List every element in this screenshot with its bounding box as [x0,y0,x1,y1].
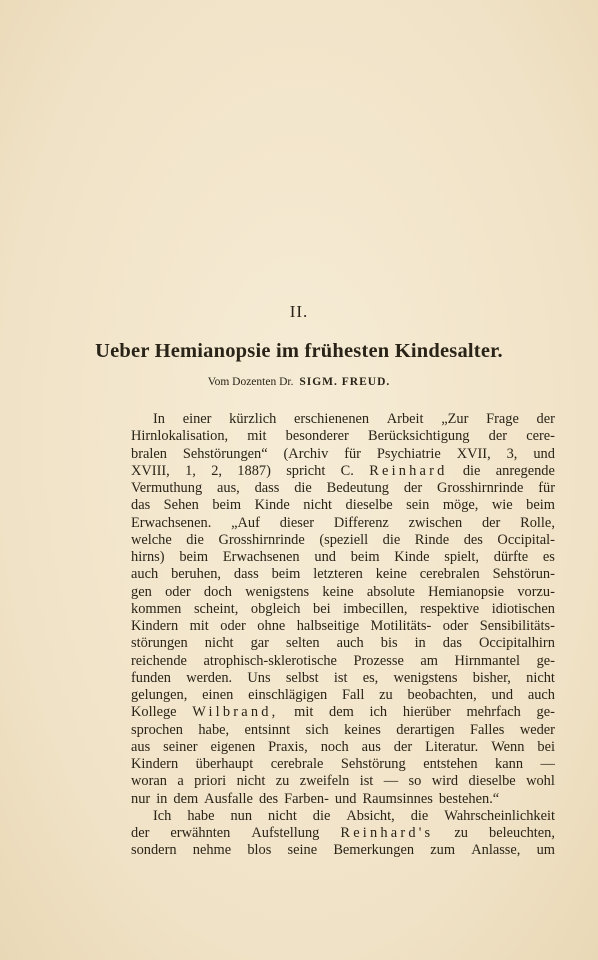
word: Sehstörung [340,756,406,772]
word: beim [271,566,301,583]
word: störungen [131,635,188,652]
text-line [131,687,555,704]
word: selten [285,635,320,652]
word: ge- [536,704,555,721]
word: imbecillen, [343,600,408,617]
word: Falles [470,721,505,738]
word: zweifeln [299,773,350,790]
word: bralen [131,445,167,462]
word: reichende [131,652,187,669]
word: 3, [506,445,518,462]
word: Literatur. [425,738,479,755]
word: Psychiatrie [376,445,441,462]
word: Sehen [163,497,199,514]
word: dass [233,566,259,583]
word: „Auf [231,514,260,531]
word: Praxis, [268,738,308,755]
text-line [131,653,555,670]
text-line [131,411,555,428]
text-line [131,601,555,618]
word: und [533,445,555,462]
word: Raumsinnes [362,790,433,807]
text-line [131,842,555,859]
word: beim [179,549,209,565]
text-line [131,480,555,497]
word: C. [340,462,354,479]
word: dem [173,790,199,807]
word: entstehen [423,756,478,772]
word: Kindern [131,756,179,772]
word: oder [442,618,469,634]
word: das [442,635,462,652]
word: der [481,514,501,531]
word: Vermuthung [131,480,203,496]
word: der [393,738,413,755]
word: Ausfalle [204,790,253,807]
word: bis [380,635,398,652]
word: Wenn [491,738,525,755]
word: so [408,773,422,790]
word: woran [131,773,167,790]
word: atrophisch-sklerotische [203,652,337,669]
word: gen [131,583,152,600]
word: Kollege [131,704,177,721]
word: wohl [526,773,555,790]
word: keine [375,566,407,583]
word: 1, [185,462,196,479]
word: beim [212,497,242,514]
word: aus, [216,480,240,496]
text-line [131,497,555,514]
word: die [294,480,312,496]
word: beruhen, [171,566,222,583]
word: Reinhard's [340,825,434,841]
text-line [131,566,555,583]
word: dem [329,704,354,721]
word: Kinde [254,497,290,514]
word: 2, [211,462,222,479]
word: beleuchten, [489,825,555,841]
word: Kindern [131,618,179,634]
text-line [131,739,555,756]
word: Hemianopsie [428,583,505,600]
word: nur [131,790,151,807]
word: cere- [526,428,555,445]
word: kann [495,756,524,772]
word: und [491,687,514,703]
word: das [131,497,151,514]
word: mehrfach [466,704,521,721]
word: der [536,411,555,427]
word: obgleich [250,600,301,617]
word: auch [131,566,159,583]
word: idiotischen [491,600,555,617]
word: der [403,480,423,496]
word: zwischen [408,514,463,531]
word: „Zur [441,411,469,427]
word: nicht [268,807,297,824]
text-line [131,722,555,739]
word: Aufstellung [251,825,320,841]
word: Hirnmantel [454,652,521,669]
word: einschlägigen [248,687,328,703]
text-line [131,825,555,842]
word: entsinnt [244,721,291,738]
word: und [314,549,336,565]
word: Erwachsenen. [131,514,212,531]
word: zu [275,773,290,790]
word: die [462,462,481,479]
word: habe, [198,721,230,738]
word: — [383,773,399,790]
word: es [542,549,555,565]
word: Erwachsenen [222,549,300,565]
word: cerebralen [419,566,480,583]
word: seine [287,842,318,859]
word: wie [491,497,513,514]
word: mit [247,428,267,445]
word: erschienenen [293,411,370,427]
word: eigenen [210,738,256,755]
author-prefix: Vom Dozenten Dr. [207,376,294,388]
word: zu [454,825,468,841]
word: möge, [442,497,479,514]
word: gar [250,635,269,652]
word: blos [247,842,272,859]
text-line [131,446,555,463]
word: bestehen.“ [438,790,500,807]
word: am [420,652,438,669]
word: Sensibilitäts- [479,618,555,634]
text-line [131,584,555,601]
word: beobachten, [407,687,477,703]
word: sprochen [131,721,183,738]
word: XVII, [456,445,491,462]
word: derartigen [396,721,455,738]
word: funden [131,669,171,686]
text-line [131,808,555,825]
word: nicht [526,669,555,686]
word: ist [359,773,374,790]
word: Uns [247,669,271,686]
word: einer [182,411,212,427]
word: Fall [342,687,365,703]
word: habe [187,807,215,824]
word: Occipitalhirn [478,635,555,652]
word: auch [527,687,555,703]
word: halbseitige [296,618,360,634]
word: Anlasse, [471,842,521,859]
word: priori [194,773,227,790]
word: oder [220,618,246,634]
word: welche [131,531,172,548]
text-line [131,791,555,808]
word: für [344,445,361,462]
word: ich [369,704,388,721]
word: kürzlich [229,411,277,427]
word: wenigstens [245,583,310,600]
word: a [177,773,184,790]
word: kommen [131,600,182,617]
word: auch [336,635,364,652]
word: ohne [257,618,286,634]
word: 1887) [237,462,271,479]
text-line [131,704,555,721]
word: weder [519,721,555,738]
word: Absicht, [346,807,395,824]
word: ist [333,669,348,686]
word: Bedeutung [326,480,389,496]
word: In [153,411,165,427]
text-line [131,549,555,566]
word: Berücksichtigung [367,428,470,445]
word: Arbeit [386,411,424,427]
word: werden. [186,669,233,686]
word: — [540,756,555,772]
word: für [538,480,555,496]
word: nun [230,807,253,824]
word: erwähnten [170,825,231,841]
word: wird [431,773,459,790]
word: der [131,825,150,841]
word: ge- [536,652,555,669]
word: Motilitäts- [370,618,432,634]
word: der [488,428,508,445]
word: Differenz [333,514,389,531]
word: bei [313,600,331,617]
word: überhaupt [195,756,254,772]
word: absolute [366,583,415,600]
word: XVIII, [131,462,170,479]
text-line [131,635,555,652]
word: oder [165,583,191,600]
word: seiner [163,738,198,755]
chapter-number: II. [289,302,309,321]
text-line [131,773,555,790]
word: Bemerkungen [333,842,415,859]
text-line [131,618,555,635]
body-text [131,411,555,860]
word: (speziell [319,531,369,548]
text-line [131,463,555,480]
word: Rinde [414,531,450,548]
word: keine [322,583,354,600]
word: noch [320,738,349,755]
word: nicht [236,773,266,790]
word: die [186,531,204,548]
author-line [0,376,598,388]
word: dass [254,480,280,496]
word: gelungen, [131,687,188,703]
word: bisher, [472,669,511,686]
word: nehme [192,842,232,859]
word: Wilbrand, [192,704,279,721]
word: dieselbe [345,497,393,514]
word: Grosshirnrinde [218,531,305,548]
word: mit [294,704,314,721]
word: dieser [279,514,315,531]
word: Ich [153,807,172,824]
word: Rolle, [520,514,555,531]
word: die [382,531,401,548]
word: nicht [204,635,234,652]
word: respektive [420,600,480,617]
word: spielt, [444,549,479,565]
word: um [536,842,555,859]
word: anregende [495,462,555,479]
word: und [334,790,357,807]
word: des [463,531,483,548]
text-line [131,756,555,773]
word: die [410,807,429,824]
text-line [131,670,555,687]
text-line [131,532,555,549]
word: spricht [286,462,326,479]
word: des [258,790,279,807]
word: bei [537,738,555,755]
word: hirns) [131,549,165,565]
word: (Archiv [283,445,329,462]
word: einen [202,687,234,703]
word: beim [526,497,555,514]
word: Wahrscheinlichkeit [444,807,555,824]
text-line [131,515,555,532]
word: sich [305,721,329,738]
word: dürfte [493,549,529,565]
word: Kinde [394,549,430,565]
word: Grosshirnrinde [437,480,524,496]
word: besonderer [285,428,349,445]
word: es, [362,669,379,686]
word: Farben- [284,790,329,807]
word: keines [344,721,381,738]
word: aus [131,738,151,755]
word: cerebrale [270,756,324,772]
author-name: SIGM. FREUD. [299,376,391,388]
word: zum [430,842,456,859]
word: Reinhard [369,462,448,479]
word: in [414,635,426,652]
word: zu [379,687,393,703]
word: vorzu- [517,583,555,600]
word: Sehstörun- [492,566,555,583]
word: Hirnlokalisation, [131,428,229,445]
word: Frage [486,411,519,427]
text-line [131,428,555,445]
word: nicht [303,497,333,514]
word: hierüber [402,704,451,721]
word: doch [203,583,232,600]
word: selbst [285,669,319,686]
word: wenigstens [393,669,458,686]
word: mit [189,618,209,634]
word: Prozesse [353,652,404,669]
word: die [312,807,331,824]
word: Sehstörungen“ [182,445,268,462]
word: dieselbe [468,773,516,790]
word: sondern [131,842,177,859]
article-title: Ueber Hemianopsie im frühesten Kindesalter. [95,340,503,362]
word: letzteren [313,566,363,583]
word: Occipital- [497,531,555,548]
word: in [156,790,168,807]
word: scheint, [193,600,239,617]
word: beim [350,549,380,565]
word: sein [406,497,430,514]
word: aus [361,738,381,755]
